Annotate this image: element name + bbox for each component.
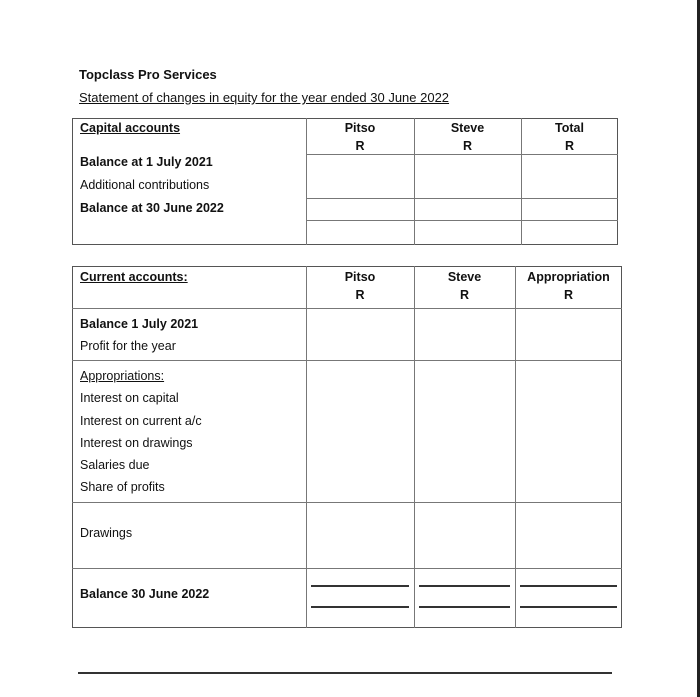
current-row-divider <box>72 568 622 569</box>
capital-accounts-heading: Capital accounts <box>80 121 181 135</box>
column-name: Steve <box>447 270 482 284</box>
column-unit: R <box>462 139 473 153</box>
appropriations-heading: Appropriations: <box>80 369 165 383</box>
footer-rule <box>78 672 612 674</box>
column-name: Appropriation <box>527 270 610 284</box>
current-row-divider <box>72 308 622 309</box>
appropriation-item: Interest on drawings <box>80 436 193 450</box>
statement-title: Statement of changes in equity for the year ended 30 June 2022 <box>79 90 450 105</box>
capital-row-divider <box>306 198 618 199</box>
capital-col-header-pitso <box>306 119 414 155</box>
appropriation-item: Interest on current a/c <box>80 414 202 428</box>
total-underline <box>419 585 510 587</box>
total-underline <box>311 606 409 608</box>
column-name: Pitso <box>344 121 376 135</box>
capital-col-header-total <box>521 119 618 155</box>
appropriation-item: Interest on capital <box>80 391 179 405</box>
row-label-closing-current: Balance 30 June 2022 <box>80 587 210 601</box>
row-label-drawings: Drawings <box>80 526 133 540</box>
current-col-divider <box>414 266 415 628</box>
capital-row-divider <box>306 220 618 221</box>
total-underline <box>520 585 617 587</box>
current-col-header-pitso <box>306 268 414 304</box>
column-unit: R <box>355 139 365 153</box>
column-name: Total <box>555 121 584 135</box>
column-name: Steve <box>450 121 485 135</box>
row-label-contributions: Additional contributions <box>80 178 210 192</box>
row-label-opening-current: Balance 1 July 2021 <box>80 317 199 331</box>
row-label-profit: Profit for the year <box>80 339 176 353</box>
current-col-header-appropriation <box>515 268 622 304</box>
current-accounts-heading: Current accounts: <box>80 270 188 284</box>
total-underline <box>520 606 617 608</box>
column-unit: R <box>564 139 575 153</box>
total-underline <box>311 585 409 587</box>
column-unit: R <box>563 288 574 302</box>
capital-col-header-steve <box>414 119 521 155</box>
row-label-opening-capital: Balance at 1 July 2021 <box>80 155 213 169</box>
column-name: Pitso <box>344 270 376 284</box>
current-row-divider <box>72 360 622 361</box>
company-name: Topclass Pro Services <box>79 67 217 82</box>
total-underline <box>419 606 510 608</box>
current-col-header-steve <box>414 268 515 304</box>
appropriation-item: Share of profits <box>80 480 165 494</box>
current-row-divider <box>72 502 622 503</box>
column-unit: R <box>459 288 470 302</box>
current-col-divider <box>306 266 307 628</box>
column-unit: R <box>355 288 365 302</box>
appropriation-item: Salaries due <box>80 458 150 472</box>
row-label-closing-capital: Balance at 30 June 2022 <box>80 201 224 215</box>
current-col-divider <box>515 266 516 628</box>
